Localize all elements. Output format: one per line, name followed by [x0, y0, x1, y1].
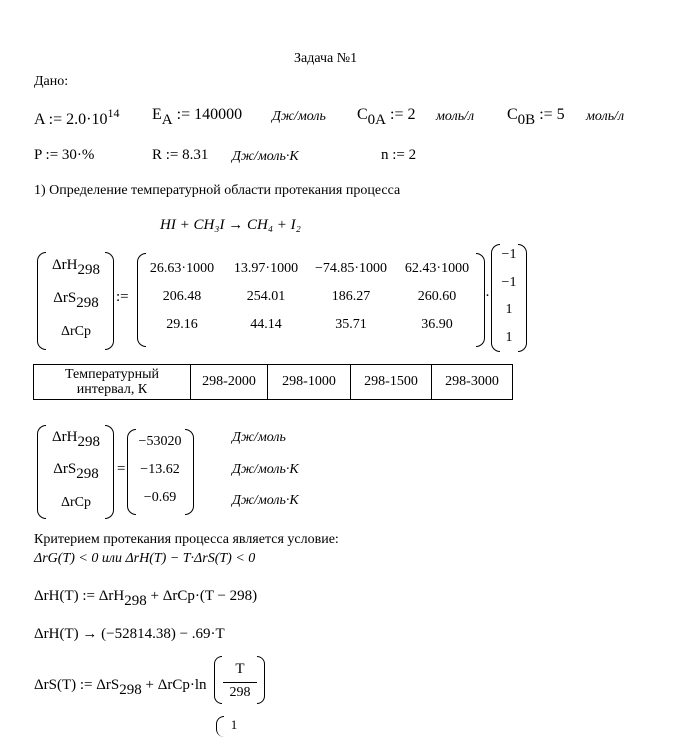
- vec-left-row: ΔrS$_{298}$: [53, 290, 99, 311]
- coeff-paren-close: [518, 244, 527, 352]
- section-heading: 1) Определение температурной области протекания процесса: [34, 183, 401, 198]
- matrix-cell: 36.90: [421, 317, 453, 332]
- cutoff-numerator: 1: [230, 717, 238, 732]
- given-C0B: $C_{0B}$ := 5: [507, 106, 565, 128]
- result-unit: Дж/моль·К: [232, 462, 299, 477]
- given-C0B-unit: моль/л: [586, 109, 625, 124]
- matrix-paren-close: [476, 253, 485, 347]
- given-EA: $E_A$ := 140000: [152, 106, 243, 128]
- coeff-cell: 1: [505, 330, 513, 345]
- multiply-dot: ·: [485, 288, 490, 304]
- coeff-cell: −1: [501, 247, 517, 262]
- ln-paren-close: [257, 656, 265, 704]
- criterion-formula: ΔrG(T) < 0 или ΔrH(T) − T·ΔrS(T) < 0: [34, 551, 256, 566]
- matrix-cell: 35.71: [335, 317, 367, 332]
- values-paren-close: [185, 429, 194, 515]
- reaction-equation: HI + CH₃I → CH₄ + I₂: [160, 217, 301, 233]
- vec-left-row: ΔrH$_{298}$: [52, 257, 100, 278]
- given-EA-unit: Дж/моль: [272, 109, 326, 124]
- equals-operator: =: [117, 461, 126, 477]
- criterion-text: Критерием протекания процесса является условие:: [34, 532, 339, 547]
- vec-result-row: ΔrH$_{298}$: [52, 429, 100, 450]
- matrix-cell: 29.16: [166, 317, 198, 332]
- temp-range-cell: 298-3000: [432, 365, 513, 400]
- matrix-cell: 62.43·1000: [404, 261, 470, 276]
- dH-definition: ΔrH(T) := ΔrH$_{298}$ + ΔrCp·(T − 298): [34, 588, 258, 609]
- coeff-cell: 1: [505, 302, 513, 317]
- fraction-denominator: 298: [229, 685, 251, 700]
- matrix-cell: 260.60: [417, 289, 457, 304]
- given-A: A := $2.0\cdot 10^{14}$: [34, 106, 120, 128]
- fraction-numerator: T: [235, 661, 245, 677]
- result-unit: Дж/моль·К: [232, 493, 299, 508]
- temp-range-cell: 298-1500: [351, 365, 432, 400]
- fraction-bar: [223, 682, 257, 683]
- temp-range-cell: 298-1000: [268, 365, 351, 400]
- table-row: [34, 365, 513, 400]
- matrix-cell: −74.85·1000: [314, 261, 388, 276]
- vec-result-row: ΔrCp: [60, 495, 91, 510]
- page-title: Задача №1: [294, 51, 358, 66]
- temp-range-cell: 298-2000: [191, 365, 268, 400]
- vec-result-paren-close: [105, 425, 114, 519]
- matrix-cell: 254.01: [246, 289, 286, 304]
- given-R-unit: Дж/моль·К: [232, 149, 299, 164]
- vec-left-paren-close: [105, 252, 114, 350]
- result-value: −53020: [138, 434, 182, 449]
- result-value: −0.69: [143, 490, 177, 505]
- assign-operator: :=: [116, 289, 129, 305]
- temperature-table: [33, 364, 513, 400]
- given-label: Дано:: [34, 74, 69, 89]
- given-C0A: $C_{0A}$ := 2: [357, 106, 416, 128]
- coeff-cell: −1: [501, 275, 517, 290]
- matrix-cell: 26.63·1000: [149, 261, 215, 276]
- matrix-cell: 13.97·1000: [233, 261, 299, 276]
- vec-result-row: ΔrS$_{298}$: [53, 461, 99, 482]
- vec-left-row: ΔrCp: [60, 324, 91, 339]
- temp-table-header: Температурный интервал, К: [34, 365, 191, 400]
- given-R: R := 8.31: [152, 147, 209, 163]
- dS-definition: ΔrS(T) := ΔrS$_{298}$ + ΔrCp·ln: [34, 677, 207, 698]
- matrix-cell: 44.14: [250, 317, 282, 332]
- matrix-cell: 206.48: [162, 289, 202, 304]
- result-value: −13.62: [140, 462, 180, 477]
- dH-evaluation: ΔrH(T) → (−52814.38) − .69·T: [34, 626, 225, 642]
- given-C0A-unit: моль/л: [436, 109, 475, 124]
- given-P: P := 30·%: [34, 147, 95, 163]
- given-n: n := 2: [381, 147, 417, 163]
- cutoff-paren: [216, 716, 224, 737]
- result-unit: Дж/моль: [232, 430, 286, 445]
- matrix-cell: 186.27: [331, 289, 371, 304]
